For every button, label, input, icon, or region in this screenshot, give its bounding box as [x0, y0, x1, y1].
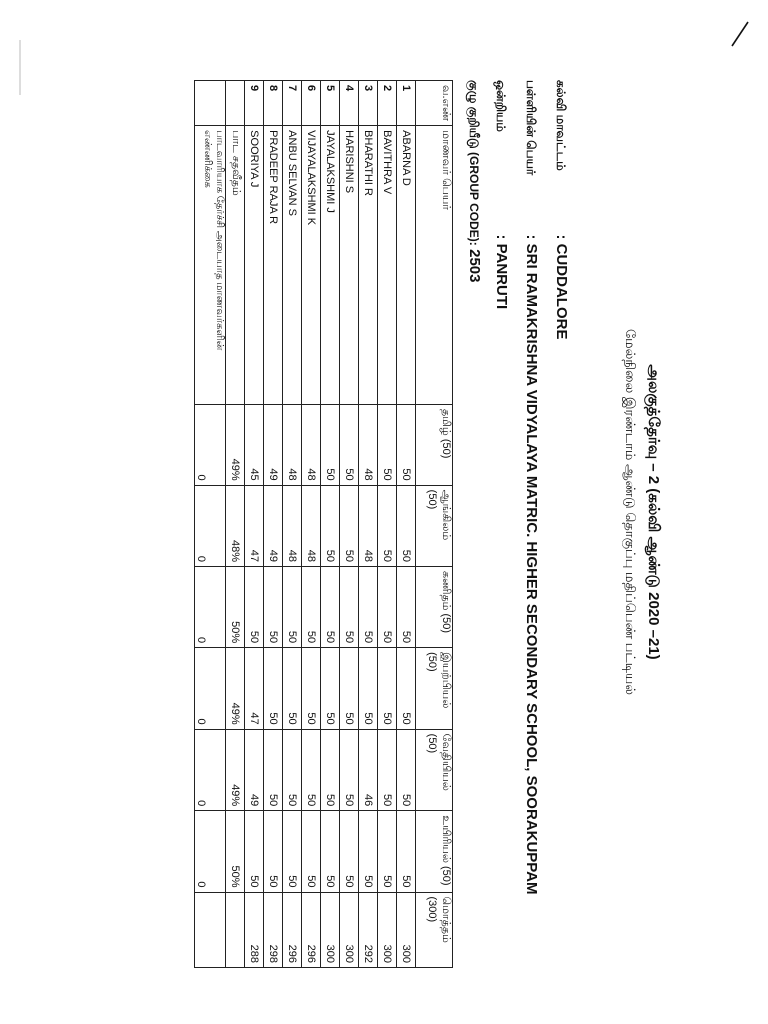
tamil-mark-cell: 48: [302, 404, 321, 485]
school-label: பள்ளியின் பெயர்: [524, 80, 538, 176]
chemistry-mark-cell: 50: [378, 729, 397, 811]
group-code-label: குழு குறியீடு (GROUP CODE):: [467, 80, 481, 250]
maths-mark-cell: 50: [340, 567, 359, 648]
subject-percentage-cell: 50%: [226, 567, 245, 648]
table-row: [321, 81, 340, 968]
school-value: : SRI RAMAKRISHNA VIDYALAYA MATRIC. HIGHER SECONDARY SCHOOL, SOORAKUPPAM: [523, 234, 540, 895]
chemistry-mark-cell: 50: [283, 729, 302, 811]
column-header-serial: வ.எண்: [416, 81, 453, 126]
total-mark-cell: 298: [264, 892, 283, 967]
table-row: [264, 81, 283, 968]
failed-count-cell: 0: [195, 729, 226, 811]
english-mark-cell: 50: [378, 485, 397, 566]
tamil-mark-cell: 45: [245, 404, 264, 485]
table-row: [397, 81, 416, 968]
english-mark-cell: 49: [264, 485, 283, 566]
tamil-mark-cell: 50: [340, 404, 359, 485]
biology-mark-cell: 50: [264, 811, 283, 892]
biology-mark-cell: 50: [283, 811, 302, 892]
column-header-chemistry: வேதியியல் (50): [416, 729, 453, 811]
biology-mark-cell: 50: [378, 811, 397, 892]
district-row: [552, 80, 570, 339]
district-label: கல்வி மாவட்டம்: [554, 80, 568, 171]
total-mark-cell: 300: [397, 892, 416, 967]
table-row: [359, 81, 378, 968]
chemistry-mark-cell: 50: [302, 729, 321, 811]
subject-percentage-label: பாட சதவீதம்: [226, 126, 245, 405]
table-row: [245, 81, 264, 968]
english-mark-cell: 48: [359, 485, 378, 566]
column-header-total: மொத்தம் (300): [416, 892, 453, 967]
student-name-cell: BAVITHRA V: [378, 126, 397, 405]
school-row: [522, 80, 540, 895]
chemistry-mark-cell: 50: [340, 729, 359, 811]
maths-mark-cell: 50: [321, 567, 340, 648]
student-name-cell: ANBU SELVAN S: [283, 126, 302, 405]
subject-percentage-cell: 49%: [226, 404, 245, 485]
tamil-mark-cell: 48: [283, 404, 302, 485]
serial-cell: 6: [302, 81, 321, 126]
serial-cell: 1: [397, 81, 416, 126]
failed-count-cell: 0: [195, 404, 226, 485]
chemistry-mark-cell: 49: [245, 729, 264, 811]
failed-count-label: பாடவாரியாக தேர்ச்சி அடையாத மாணவர்களின் எண்ணிக்கை: [195, 126, 226, 405]
district-value: : CUDDALORE: [553, 234, 570, 340]
table-row: [283, 81, 302, 968]
table-row: [302, 81, 321, 968]
tamil-mark-cell: 48: [359, 404, 378, 485]
chemistry-mark-cell: 46: [359, 729, 378, 811]
chemistry-mark-cell: 50: [397, 729, 416, 811]
total-mark-cell: 288: [245, 892, 264, 967]
chemistry-mark-cell: 50: [264, 729, 283, 811]
document-title: அலகுத்தேர்வு – 2 (கல்வி ஆண்டு 2020 –21): [645, 364, 662, 660]
failed-count-cell: 0: [195, 485, 226, 566]
total-mark-cell: 300: [321, 892, 340, 967]
tamil-mark-cell: 50: [397, 404, 416, 485]
maths-mark-cell: 50: [359, 567, 378, 648]
serial-cell: 8: [264, 81, 283, 126]
english-mark-cell: 50: [397, 485, 416, 566]
subject-percentage-cell: 49%: [226, 729, 245, 811]
tamil-mark-cell: 49: [264, 404, 283, 485]
table-header-row: [416, 81, 453, 968]
total-mark-cell: 292: [359, 892, 378, 967]
maths-mark-cell: 50: [264, 567, 283, 648]
english-mark-cell: 47: [245, 485, 264, 566]
biology-mark-cell: 50: [302, 811, 321, 892]
student-name-cell: JAYALAKSHMI J: [321, 126, 340, 405]
biology-mark-cell: 50: [321, 811, 340, 892]
maths-mark-cell: 50: [397, 567, 416, 648]
total-mark-cell: 296: [283, 892, 302, 967]
student-name-cell: ABARNA D: [397, 126, 416, 405]
block-row: [492, 80, 510, 309]
maths-mark-cell: 50: [378, 567, 397, 648]
failed-count-row: [195, 81, 226, 968]
english-mark-cell: 48: [302, 485, 321, 566]
physics-mark-cell: 50: [321, 648, 340, 730]
serial-cell: 4: [340, 81, 359, 126]
column-header-biology: உயிரியல் (50): [416, 811, 453, 892]
subject-percentage-cell: [226, 892, 245, 967]
failed-count-cell: 0: [195, 567, 226, 648]
subject-percentage-cell: [226, 81, 245, 126]
serial-cell: 9: [245, 81, 264, 126]
total-mark-cell: 300: [378, 892, 397, 967]
chemistry-mark-cell: 50: [321, 729, 340, 811]
physics-mark-cell: 50: [264, 648, 283, 730]
student-name-cell: VIJAYALAKSHMI K: [302, 126, 321, 405]
serial-cell: 2: [378, 81, 397, 126]
student-name-cell: SOORIYA J: [245, 126, 264, 405]
failed-count-cell: [195, 892, 226, 967]
column-header-english: ஆங்கிலம் (50): [416, 485, 453, 566]
subject-percentage-cell: 50%: [226, 811, 245, 892]
failed-count-cell: 0: [195, 811, 226, 892]
table-row: [340, 81, 359, 968]
maths-mark-cell: 50: [302, 567, 321, 648]
maths-mark-cell: 50: [245, 567, 264, 648]
english-mark-cell: 50: [340, 485, 359, 566]
column-header-tamil: தமிழ் (50): [416, 404, 453, 485]
physics-mark-cell: 50: [283, 648, 302, 730]
biology-mark-cell: 50: [245, 811, 264, 892]
maths-mark-cell: 50: [283, 567, 302, 648]
physics-mark-cell: 50: [340, 648, 359, 730]
table-body: [195, 81, 416, 968]
tamil-mark-cell: 50: [321, 404, 340, 485]
subject-percentage-cell: 49%: [226, 648, 245, 730]
marks-table: [194, 80, 453, 968]
block-value: : PANRUTI: [493, 234, 510, 310]
student-name-cell: HARISHNI S: [340, 126, 359, 405]
english-mark-cell: 50: [321, 485, 340, 566]
block-label: ஒன்றியம்: [494, 80, 508, 132]
serial-cell: 5: [321, 81, 340, 126]
serial-cell: 3: [359, 81, 378, 126]
failed-count-cell: [195, 81, 226, 126]
column-header-maths: கணிதம் (50): [416, 567, 453, 648]
tamil-mark-cell: 50: [378, 404, 397, 485]
total-mark-cell: 300: [340, 892, 359, 967]
serial-cell: 7: [283, 81, 302, 126]
biology-mark-cell: 50: [359, 811, 378, 892]
english-mark-cell: 48: [283, 485, 302, 566]
physics-mark-cell: 50: [302, 648, 321, 730]
physics-mark-cell: 47: [245, 648, 264, 730]
total-mark-cell: 296: [302, 892, 321, 967]
table-row: [378, 81, 397, 968]
subject-percentage-cell: 48%: [226, 485, 245, 566]
failed-count-cell: 0: [195, 648, 226, 730]
subject-percentage-row: [226, 81, 245, 968]
physics-mark-cell: 50: [397, 648, 416, 730]
biology-mark-cell: 50: [340, 811, 359, 892]
physics-mark-cell: 50: [359, 648, 378, 730]
column-header-student-name: மாணவர் பெயர்: [416, 126, 453, 405]
column-header-physics: இயற்பியல் (50): [416, 648, 453, 730]
group-code-value: 2503: [466, 249, 483, 283]
group-code-row: [465, 80, 483, 283]
biology-mark-cell: 50: [397, 811, 416, 892]
student-name-cell: PRADEEP RAJA R: [264, 126, 283, 405]
document-subtitle: மேல்நிலை இரண்டாம் ஆண்டு தொகுப்பு மதிப்பெண் பட்டியல்: [623, 328, 638, 696]
student-name-cell: BHARATHI R: [359, 126, 378, 405]
physics-mark-cell: 50: [378, 648, 397, 730]
